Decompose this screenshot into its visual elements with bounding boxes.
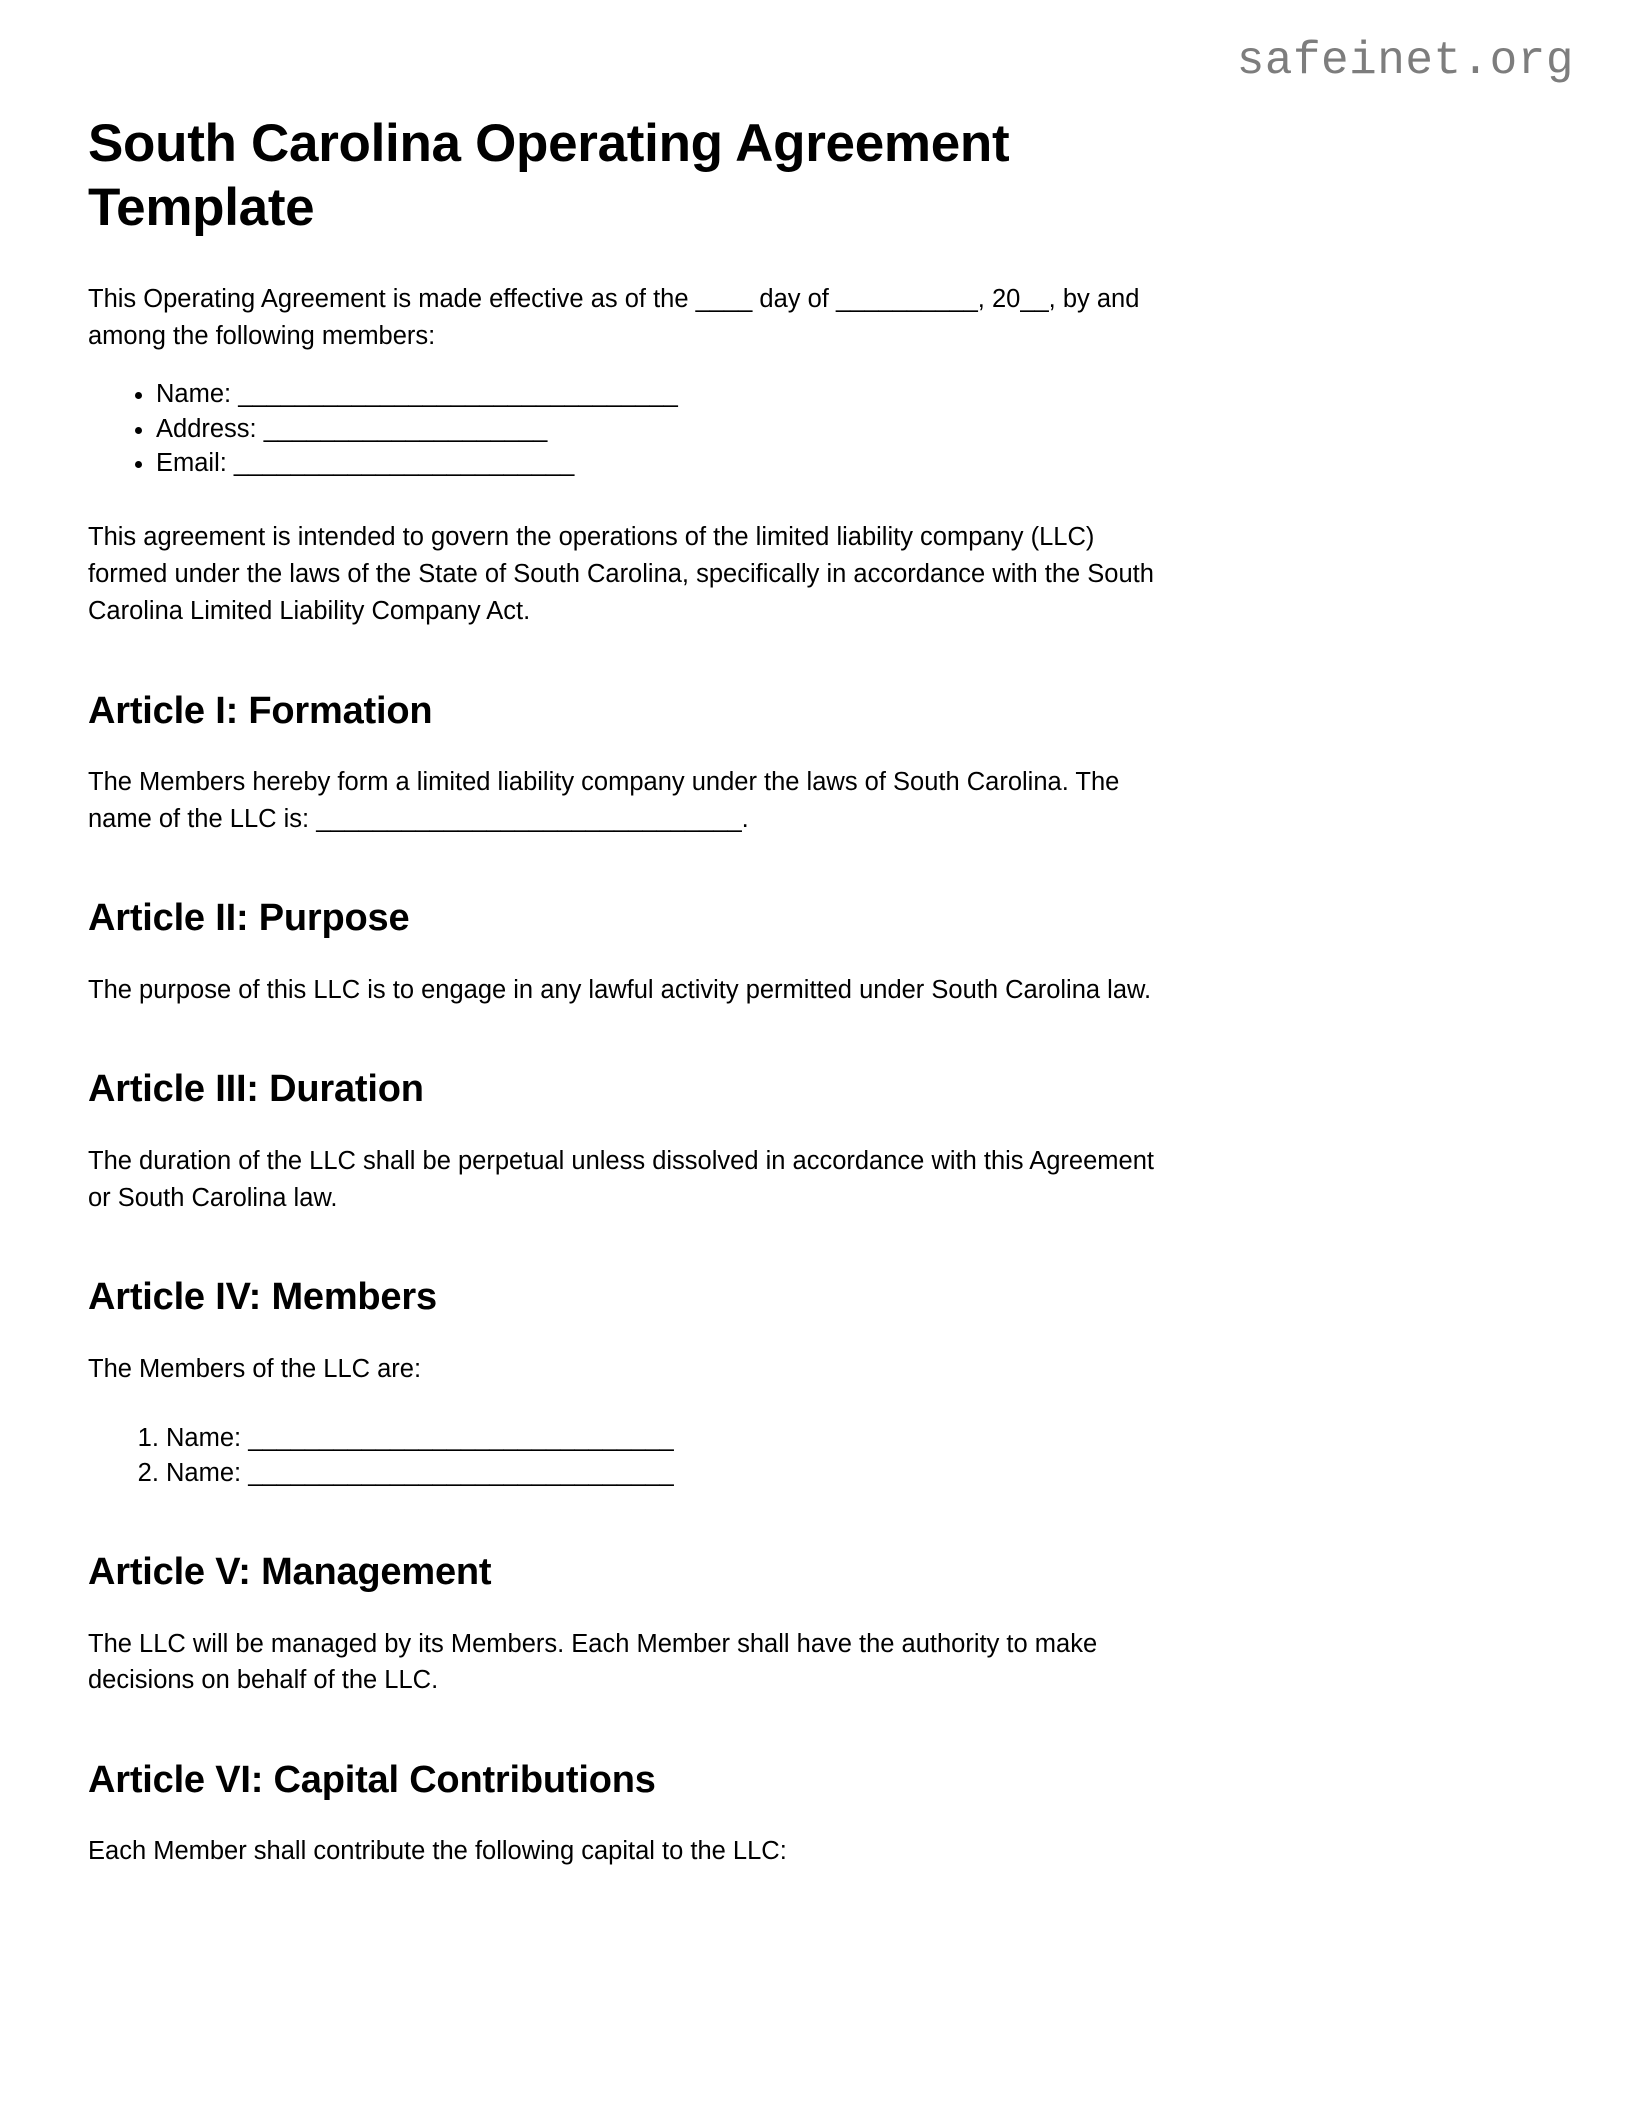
list-item: 2. Name: ______________________________	[166, 1456, 1163, 1491]
article-heading-formation: Article I: Formation	[88, 689, 433, 732]
members-ordered-list	[88, 1421, 1163, 1491]
article-heading-capital-contributions: Article VI: Capital Contributions	[88, 1758, 656, 1801]
article-body-members: The Members of the LLC are:	[88, 1354, 422, 1383]
article-body-purpose: The purpose of this LLC is to engage in any lawful activity permitted under South Carolina law.	[88, 975, 1152, 1004]
list-item: 1. Name: ______________________________	[166, 1421, 1163, 1456]
intro-paragraph: This Operating Agreement is made effective as of the ____ day of __________, 20__, by and among the following members:	[88, 285, 1140, 350]
article-heading-management: Article V: Management	[88, 1551, 492, 1594]
article-body-management: The LLC will be managed by its Members. Each Member shall have the authority to make decisions on behalf of the LLC.	[88, 1629, 1098, 1695]
site-watermark: safeinet.org	[1236, 35, 1574, 87]
list-item: • Email: ________________________	[156, 446, 1163, 481]
list-item: • Address: ____________________	[156, 412, 1163, 447]
list-item: • Name: _______________________________	[156, 377, 1163, 412]
article-body-capital-contributions: Each Member shall contribute the following capital to the LLC:	[88, 1837, 787, 1866]
article-heading-members: Article IV: Members	[88, 1276, 437, 1319]
article-heading-purpose: Article II: Purpose	[88, 897, 410, 940]
member-field-list	[88, 377, 1163, 482]
document-body	[88, 112, 1163, 1870]
article-body-formation: The Members hereby form a limited liability company under the laws of South Carolina. The name of the LLC is: ______________________________.	[88, 767, 1120, 833]
article-heading-duration: Article III: Duration	[88, 1068, 424, 1111]
governing-law-paragraph: This agreement is intended to govern the operations of the limited liability company (LLC) formed under the laws of the State of South Carolina, specifically in accordance with the South Carolina Limited Liability Company Act.	[88, 523, 1154, 625]
page-title: South Carolina Operating Agreement Template	[88, 114, 1010, 237]
article-body-duration: The duration of the LLC shall be perpetual unless dissolved in accordance with this Agreement or South Carolina law.	[88, 1146, 1154, 1212]
